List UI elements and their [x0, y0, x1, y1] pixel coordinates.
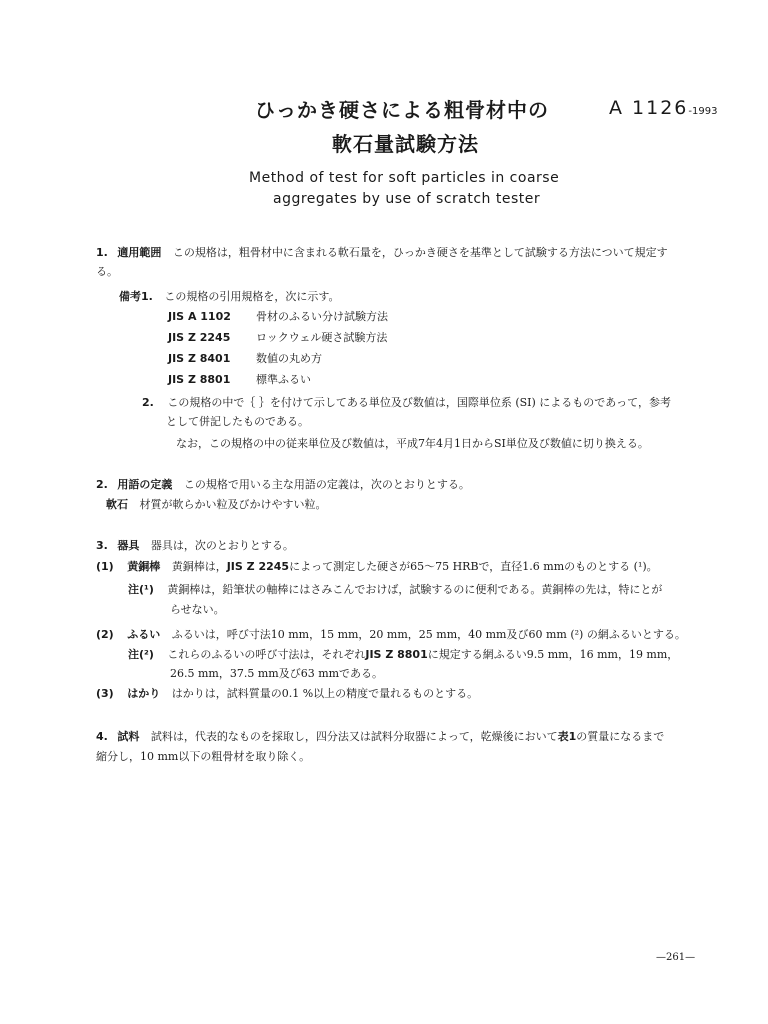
reference-row	[168, 372, 311, 388]
term-definition	[106, 497, 327, 513]
item-3	[96, 686, 478, 702]
section-2-text: この規格で用いる主な用語の定義は，次のとおりとする。	[183, 478, 470, 491]
english-title-line1: Method of test for soft particles in coarse	[249, 170, 560, 186]
page-number: —261—	[656, 952, 696, 963]
term: 軟石	[106, 498, 128, 511]
document-title-line1: ひっかき硬さによる粗骨材中の	[255, 98, 549, 122]
section-3-title: 器具	[117, 539, 140, 552]
item-3-text: はかりは，試料質量の0.1 %以上の精度で量れるものとする。	[171, 687, 479, 700]
note-2-text-b: に規定する網ふるい9.5 mm，16 mm，19 mm，	[427, 648, 679, 661]
section-2-heading-line	[96, 477, 470, 493]
note-1-text-b: らせない。	[170, 603, 225, 616]
section-3-text: 器具は，次のとおりとする。	[150, 539, 294, 552]
remark-2-label: 2.	[142, 396, 154, 409]
note-1-label: 注(¹)	[128, 583, 154, 596]
note-2-label: 注(²)	[128, 648, 154, 661]
reference-row	[168, 309, 388, 325]
standard-code: A 1126	[609, 97, 689, 119]
item-1-text-a: 黄銅棒は，	[171, 560, 227, 573]
item-3-number: (3)	[96, 687, 114, 700]
reference-title: 標準ふるい	[256, 373, 311, 386]
reference-row	[168, 330, 387, 346]
section-1-text-a: この規格は，粗骨材中に含まれる軟石量を，ひっかき硬さを基準として試験する方法について規定す	[172, 246, 668, 259]
note-2	[128, 647, 678, 663]
item-2-number: (2)	[96, 628, 114, 641]
english-title-line2: aggregates by use of scratch tester	[273, 191, 541, 207]
reference-title: 骨材のふるい分け試験方法	[256, 310, 388, 323]
section-4-text-a: 試料は，代表的なものを採取し，四分法又は試料分取器によって，乾燥後において	[150, 730, 558, 743]
item-3-title: はかり	[127, 687, 161, 700]
section-2-title: 用語の定義	[117, 478, 173, 491]
item-1-text-b: によって測定した硬さが65～75 HRBで，直径1.6 mmのものとする (¹)。	[289, 560, 658, 573]
item-2-text: ふるいは，呼び寸法10 mm，15 mm，20 mm，25 mm，40 mm及び60 mm (²) の網ふるいとする。	[171, 628, 686, 641]
section-1-title: 適用範囲	[117, 246, 162, 259]
reference-title: ロックウェル硬さ試験方法	[256, 331, 388, 344]
reference-code: JIS A 1102	[168, 310, 231, 323]
section-1-number: 1.	[96, 246, 108, 259]
remark-1	[119, 289, 339, 305]
reference-row	[168, 351, 322, 367]
note-2-reference: JIS Z 8801	[365, 648, 428, 661]
remark-1-label: 備考1.	[119, 290, 153, 303]
remark-2	[142, 395, 671, 411]
section-4-title: 試料	[117, 730, 140, 743]
reference-code: JIS Z 8801	[168, 373, 231, 386]
remark-2-text-b: として併記したものである。	[166, 415, 309, 428]
remark-2-text-c: なお，この規格の中の従来単位及び数値は，平成7年4月1日からSI単位及び数値に切り換える。	[176, 437, 649, 450]
section-3-number: 3.	[96, 539, 108, 552]
document-title-line2: 軟石量試験方法	[332, 132, 479, 156]
section-4-number: 4.	[96, 730, 108, 743]
item-1-reference: JIS Z 2245	[226, 560, 290, 573]
reference-code: JIS Z 8401	[168, 352, 231, 365]
section-4-text-a2: の質量になるまで	[576, 730, 665, 743]
reference-title: 数値の丸め方	[256, 352, 322, 365]
remark-2-text-a: この規格の中で｛ ｝を付けて示してある単位及び数値は，国際単位系 (SI) によるものであって，参考	[167, 396, 671, 409]
note-2-text-c: 26.5 mm，37.5 mm及び63 mmである。	[170, 667, 384, 680]
reference-code: JIS Z 2245	[168, 331, 231, 344]
term-definition-text: 材質が軟らかい粒及びかけやすい粒。	[139, 498, 327, 511]
section-3-heading-line	[96, 538, 294, 554]
section-1-text-b: る。	[96, 265, 118, 278]
note-2-text-a: これらのふるいの呼び寸法は，それぞれ	[167, 648, 366, 661]
item-1-title: 黄銅棒	[127, 560, 161, 573]
section-1-heading-line	[96, 245, 668, 261]
item-1	[96, 559, 658, 575]
section-4-text-b: 縮分し，10 mm以下の粗骨材を取り除く。	[96, 750, 311, 763]
section-2-number: 2.	[96, 478, 108, 491]
standard-number	[609, 97, 717, 119]
item-2-title: ふるい	[127, 628, 161, 641]
remark-1-text: この規格の引用規格を，次に示す。	[164, 290, 340, 303]
item-2	[96, 627, 686, 643]
standard-year: -1993	[688, 106, 718, 117]
table-reference: 表1	[557, 730, 577, 743]
item-1-number: (1)	[96, 560, 114, 573]
note-1-text-a: 黄銅棒は，鉛筆状の軸棒にはさみこんでおけば，試験するのに便利である。黄銅棒の先は，特にとが	[167, 583, 663, 596]
section-4-heading-line	[96, 729, 664, 745]
note-1	[128, 582, 662, 598]
